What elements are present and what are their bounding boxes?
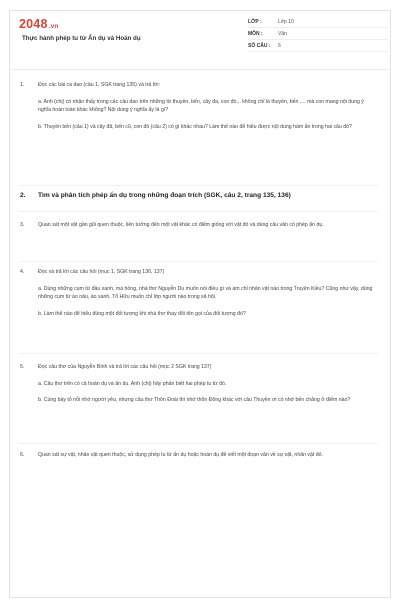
question-text: Đọc các bài ca dao (câu 1, SGK trang 135) và trả lời: (38, 82, 160, 88)
question-sub-b: b. Làm thế nào để hiểu đúng một đối tượng khi nhà thơ thay đổi tên gọi của đối tượng đó? (38, 310, 246, 317)
question-text: Quan sát một vật gần gũi quen thuộc, liên tưởng đến một vật khác có điểm giống với vật đó và dùng câu văn có phép ẩn dụ. (38, 222, 324, 228)
meta-table (248, 16, 388, 52)
question-number: 2. (20, 192, 26, 199)
question-number: 4. (20, 269, 25, 275)
question-number: 5. (20, 364, 25, 370)
question-text: Đọc và trả lời các câu hỏi (mục 1, SGK trang 136, 137) (38, 269, 165, 275)
meta-value: Văn (278, 30, 287, 37)
document-title: Thực hành phép tu từ Ẩn dụ và Hoán dụ (22, 35, 141, 42)
meta-row-subject (248, 28, 388, 40)
question-text: Tìm và phân tích phép ẩn dụ trong những đoạn trích (SGK, câu 2, trang 135, 136) (38, 192, 291, 199)
question-6 (20, 451, 376, 460)
question-sub-b: b. Cùng bày tỏ nỗi nhớ người yêu, nhưng câu thơ Thôn Đoài thì nhớ thôn Đông khác với câu Thuyền ơi có nhớ bến chăng ở điểm nào? (38, 397, 351, 404)
section-divider (20, 353, 378, 354)
meta-value: Lớp 10 (278, 18, 294, 25)
question-number: 6. (20, 452, 25, 458)
question-3 (20, 221, 376, 230)
meta-row-grade (248, 16, 388, 28)
question-sub-a: a. Dùng những cụm từ đầu xanh, má hồng, nhà thơ Nguyễn Du muốn nói điều gì và ám chỉ nhân vật nào trong Truyện Kiều? Cũng như vậy, dùng những cụm từ áo nâu, áo xanh, Tố Hữu muốn chỉ lớp người nào trong xã hội. (38, 285, 373, 301)
question-number: 1. (20, 82, 25, 88)
section-divider (20, 443, 378, 444)
logo-suffix: .vn (48, 23, 59, 30)
logo-main: 2048 (19, 17, 48, 31)
meta-row-count (248, 40, 388, 52)
section-divider (20, 261, 378, 262)
meta-key: SỐ CÂU : (248, 42, 271, 49)
question-text: Quan sát sự vật, nhân vật quen thuộc, sử dụng phép tu từ ẩn dụ hoặc hoán dụ để viết một đoạn văn về sự vật, nhân vật đó. (38, 452, 323, 458)
question-sub-b: b. Thuyền bến (câu 1) và cây đã, bến cũ, con đò (câu 2) có gì khác nhau? Làm thế nào để hiểu được nội dung hàm ẩn trong hai câu đó? (38, 123, 352, 130)
question-5 (20, 363, 376, 405)
meta-value: 6 (278, 42, 281, 49)
section-divider (20, 185, 378, 186)
question-number: 3. (20, 222, 25, 228)
question-4 (20, 268, 376, 318)
question-sub-a: a. Anh (chị) có nhận thấy trong các câu dao trên những từ thuyền, bến, cây đa, con đò,.. không chỉ là thuyền, bến ,... mà con mang nội dung ý nghĩa hoàn toàn khác không? Nội dung ý nghĩa ấy là gì? (38, 98, 364, 114)
question-2 (20, 191, 376, 200)
header-divider (10, 69, 390, 70)
question-sub-a: a. Câu thơ trên có cả hoán dụ và ẩn dụ. Anh (chị) hãy phân biệt hai phép tu từ đó. (38, 380, 227, 387)
question-1 (20, 81, 376, 131)
document-header (10, 11, 390, 67)
meta-key: LỚP : (248, 18, 262, 25)
question-text: Đọc câu thơ của Nguyễn Bính và trả lời các câu hỏi (mục 2 SGK trang 137) (38, 364, 212, 370)
section-divider (20, 211, 378, 212)
site-logo[interactable] (19, 17, 59, 31)
document-frame (9, 10, 391, 598)
meta-key: MÔN : (248, 30, 263, 37)
